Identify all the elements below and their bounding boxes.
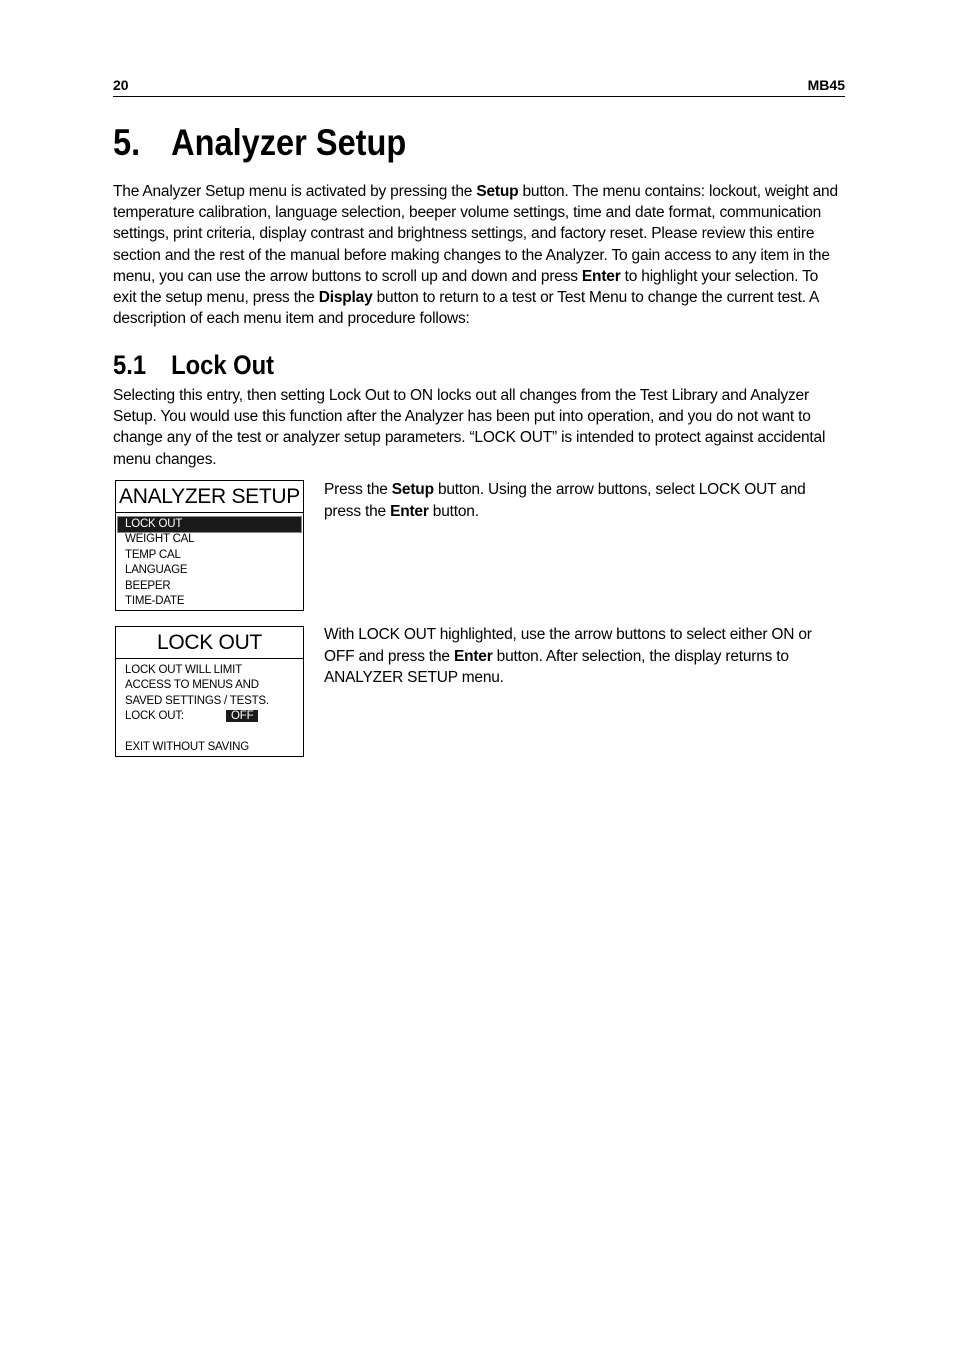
- spacer: [116, 725, 303, 740]
- page-header: [113, 76, 845, 97]
- step2-text-1: With LOCK OUT highlighted, use the arrow buttons to select either ON or OFF and press the: [324, 626, 812, 665]
- intro-text-1: The Analyzer Setup menu is activated by pressing the: [113, 183, 477, 200]
- menu-list: [116, 513, 303, 609]
- model-name: MB45: [807, 77, 845, 93]
- menu-item-language[interactable]: LANGUAGE: [125, 564, 188, 577]
- step1-bold-setup: Setup: [391, 481, 434, 498]
- menu-item-weight-cal[interactable]: WEIGHT CAL: [125, 533, 195, 546]
- info-line: SAVED SETTINGS / TESTS.: [125, 694, 269, 707]
- intro-text-4: button to return to a test or Test Menu to change the current test. A description of each menu item and procedure follows:: [113, 289, 819, 328]
- step1-text-2: button. Using the arrow buttons, select LOCK OUT and press the: [324, 481, 806, 520]
- lock-out-content: [116, 659, 303, 755]
- analyzer-setup-screen: [115, 480, 304, 611]
- step1-text-1: Press the: [324, 481, 392, 498]
- step2-text-2: button. After selection, the display returns to ANALYZER SETUP menu.: [324, 647, 789, 686]
- page-number: 20: [113, 77, 129, 93]
- lock-out-row: [116, 709, 303, 724]
- step2-bold-enter: Enter: [453, 647, 493, 665]
- menu-item-lock-out[interactable]: LOCK OUT: [118, 517, 301, 532]
- lock-out-value-toggle[interactable]: OFF: [226, 710, 258, 722]
- section-number: 5.1: [113, 350, 147, 380]
- menu-item-beeper[interactable]: BEEPER: [125, 579, 171, 592]
- lock-out-label: LOCK OUT:: [125, 710, 184, 723]
- intro-bold-enter: Enter: [581, 267, 621, 285]
- intro-bold-setup: Setup: [476, 183, 519, 200]
- step1-bold-enter: Enter: [390, 502, 429, 520]
- intro-text-3: to highlight your selection. To exit the setup menu, press the: [113, 267, 819, 307]
- menu-item-temp-cal[interactable]: TEMP CAL: [125, 548, 181, 561]
- lock-out-screen: [115, 626, 304, 757]
- step-1-text: [324, 479, 834, 522]
- step1-text-3: button.: [428, 502, 479, 520]
- chapter-number: 5.: [113, 122, 141, 163]
- menu-item-time-date[interactable]: TIME-DATE: [125, 594, 185, 607]
- section-heading: [113, 350, 274, 381]
- screen-title: LOCK OUT: [116, 627, 303, 659]
- section-title: Lock Out: [171, 350, 275, 380]
- chapter-title: Analyzer Setup: [171, 122, 407, 163]
- intro-paragraph: [113, 181, 843, 329]
- step-2-text: [324, 624, 834, 689]
- exit-without-saving-option[interactable]: EXIT WITHOUT SAVING: [125, 740, 249, 753]
- intro-text-2: button. The menu contains: lockout, weight and temperature calibration, language selection, beeper volume settings, time and date format, communication settings, print criteria, display contrast and brightness settings, and factory reset. Please review this entire section and the rest of the manual before making changes to the Analyzer. To gain access to any item in the menu, you can use the arrow buttons to scroll up and down and press: [113, 183, 838, 285]
- info-line: ACCESS TO MENUS AND: [125, 679, 259, 692]
- chapter-heading: [113, 122, 406, 164]
- intro-bold-display: Display: [318, 289, 373, 307]
- info-line: LOCK OUT WILL LIMIT: [125, 664, 242, 676]
- screen-title: ANALYZER SETUP: [116, 481, 303, 513]
- section-paragraph: Selecting this entry, then setting Lock Out to ON locks out all changes from the Test Library and Analyzer Setup. You would use this function after the Analyzer has been put into operation, and you do not want to change any of the test or analyzer setup parameters. “LOCK OUT” is intended to protect against accidental menu changes.: [113, 387, 826, 468]
